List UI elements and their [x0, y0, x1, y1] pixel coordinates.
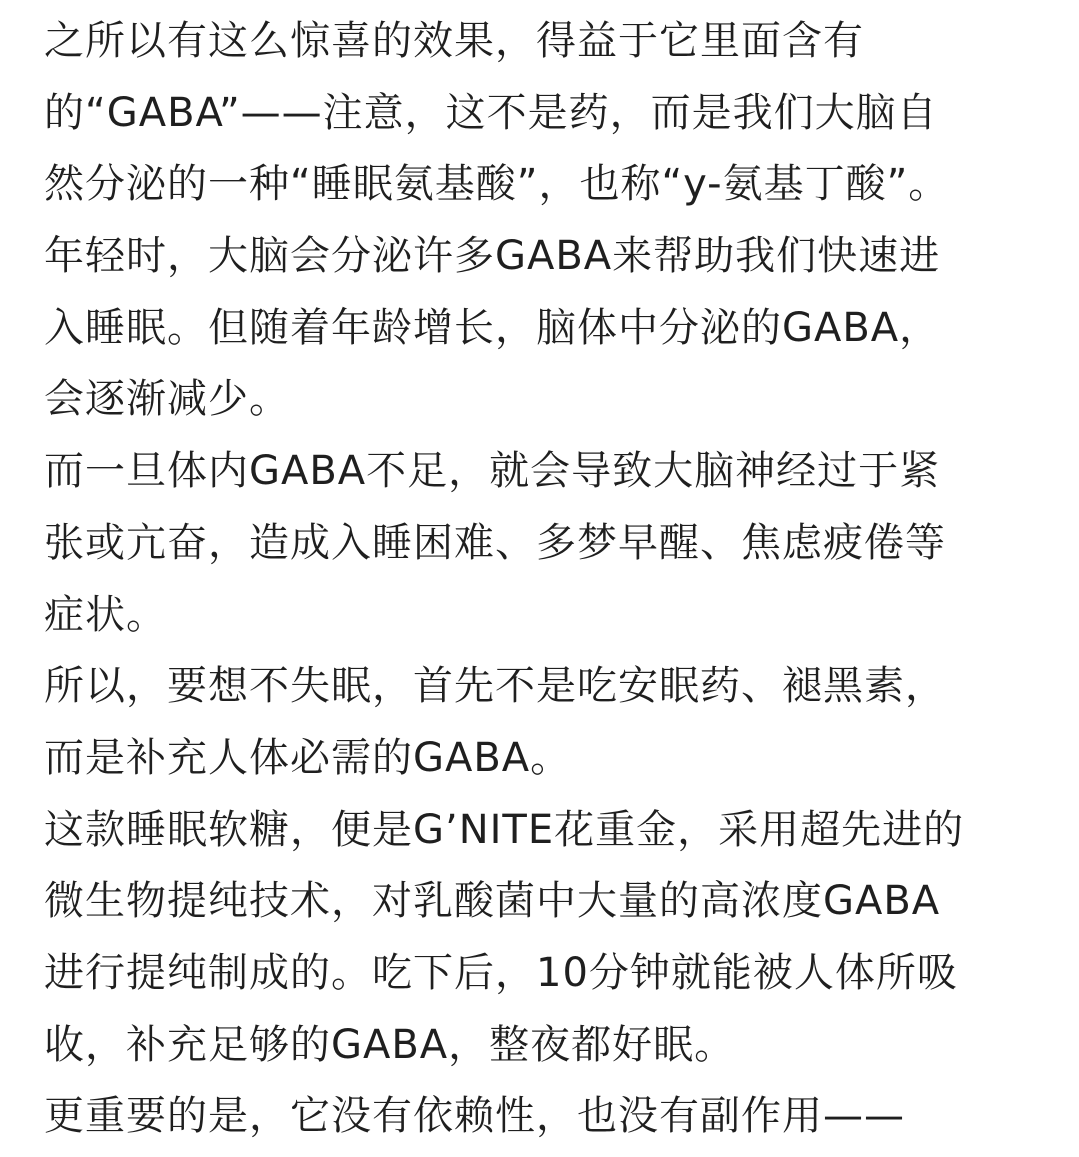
text-line: 进行提纯制成的。吃下后，10分钟就能被人体所吸: [44, 949, 958, 996]
text-line: 然分泌的一种“睡眠氨基酸”，也称“y-氨基丁酸”。: [44, 161, 950, 208]
text-line: 微生物提纯技术，对乳酸菌中大量的高浓度GABA: [44, 878, 941, 925]
text-line: 会逐渐减少。: [44, 376, 290, 423]
text-line: 入睡眠。但随着年龄增长，脑体中分泌的GABA，: [44, 304, 941, 351]
text-line: 这款睡眠软糖，便是G’NITE花重金，采用超先进的: [44, 806, 965, 853]
text-line: 所以，要想不失眠，首先不是吃安眠药、褪黑素，: [44, 663, 946, 710]
text-line: 之所以有这么惊喜的效果，得益于它里面含有: [44, 18, 864, 64]
text-line: 年轻时，大脑会分泌许多GABA来帮助我们快速进: [44, 233, 941, 280]
article-body: [44, 6, 1064, 1153]
text-line: 张或亢奋，造成入睡困难、多梦早醒、焦虑疲倦等: [44, 519, 946, 566]
text-line: 的“GABA”——注意，这不是药，而是我们大脑自: [44, 89, 938, 136]
text-line: 更重要的是，它没有依赖性，也没有副作用——: [44, 1093, 905, 1140]
text-line: 症状。: [44, 591, 167, 638]
text-line: 而一旦体内GABA不足，就会导致大脑神经过于紧: [44, 448, 941, 495]
text-line: 收，补充足够的GABA，整夜都好眠。: [44, 1021, 736, 1068]
text-line: 而是补充人体必需的GABA。: [44, 734, 572, 781]
